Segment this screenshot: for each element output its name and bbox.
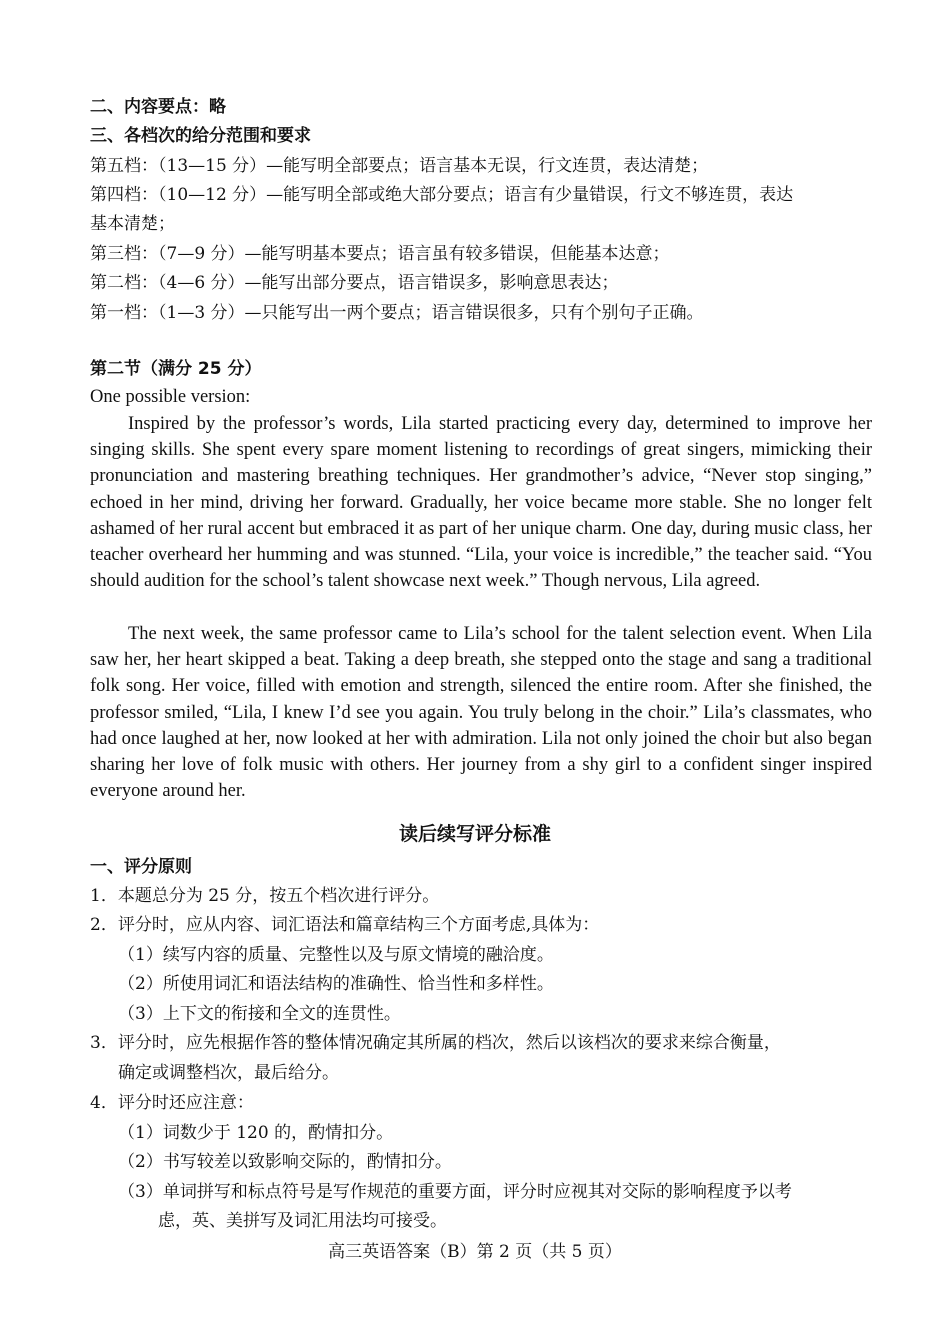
rubric-item-4-sub1: （1）词数少于 120 的，酌情扣分。 xyxy=(118,1123,394,1143)
section2-heading-score: 25 xyxy=(197,359,222,379)
content-points-heading: 二、内容要点：略 xyxy=(90,97,226,117)
section2-heading-suffix: 分） xyxy=(227,359,262,379)
grade3-line: 第三档：（7—9 分）—能写明基本要点；语言虽有较多错误，但能基本达意； xyxy=(90,244,670,264)
grade1-line: 第一档：（1—3 分）—只能写出一两个要点；语言错误很多，只有个别句子正确。 xyxy=(90,303,704,323)
grade5-line: 第五档：（13—15 分）—能写明全部要点；语言基本无误，行文连贯，表达清楚； xyxy=(90,156,709,176)
section2-heading xyxy=(90,356,872,382)
rubric-item-4-sub3-line1: （3）单词拼写和标点符号是写作规范的重要方面，评分时应视其对交际的影响程度予以考 xyxy=(118,1182,792,1202)
rubric-item-2-sub1: （1）续写内容的质量、完整性以及与原文情境的融洽度。 xyxy=(118,945,554,965)
section2-heading-prefix: 第二节（满分 xyxy=(90,359,192,379)
rubric-item-4-sub3-line2: 虑，英、美拼写及词汇用法均可接受。 xyxy=(158,1211,447,1231)
rubric-item-2: 2．评分时，应从内容、词汇语法和篇章结构三个方面考虑,具体为： xyxy=(90,915,600,935)
principles-heading: 一、评分原则 xyxy=(90,857,192,877)
rubric-title: 读后续写评分标准 xyxy=(398,823,551,845)
grade2-line: 第二档：（4—6 分）—能写出部分要点，语言错误多，影响意思表达； xyxy=(90,273,619,293)
grade4-line2: 基本清楚； xyxy=(90,214,175,234)
rubric-item-2-sub3: （3）上下文的衔接和全文的连贯性。 xyxy=(118,1004,401,1024)
rubric-item-2-sub2: （2）所使用词汇和语法结构的准确性、恰当性和多样性。 xyxy=(118,974,554,994)
rubric-item-1: 1．本题总分为 25 分，按五个档次进行评分。 xyxy=(90,886,440,906)
rubric-item-4-sub2: （2）书写较差以致影响交际的，酌情扣分。 xyxy=(118,1152,452,1172)
grade-ranges-heading: 三、各档次的给分范围和要求 xyxy=(90,126,311,146)
grade4-line1: 第四档：（10—12 分）—能写明全部或绝大部分要点；语言有少量错误，行文不够连贯，表达 xyxy=(90,185,794,205)
essay-paragraph-1: Inspired by the professor’s words, Lila started practicing every day, determined to improve her singing skills. She spent every spare moment listening to recordings of great singers, mimicking their pronunciation and mastering breathing techniques. Her grandmother’s advice, “Never stop singing,” echoed in her mind, driving her forward. Gradually, her voice became more stable. She no longer felt ashamed of her rural accent but embraced it as part of her unique charm. One day, during music class, her teacher overheard her humming and was stunned. “Lila, your voice is incredible,” the teacher said. “You should audition for the school’s talent showcase next week.” Though nervous, Lila agreed. xyxy=(90,414,872,592)
essay-paragraph-2: The next week, the same professor came to Lila’s school for the talent selection event. When Lila saw her, her heart skipped a beat. Taking a deep breath, she stepped onto the stage and sang a traditional folk song. Her voice, filled with emotion and strength, silenced the entire room. After she finished, the professor smiled, “Lila, I knew I’d see you again. You truly belong in the choir.” Lila’s classmates, who had once laughed at her, now looked at her with admiration. Lila not only joined the choir but also began sharing her love of folk music with others. Her journey from a shy girl to a confident singer inspired everyone around her. xyxy=(90,624,872,802)
page-footer: 高三英语答案（B）第 2 页（共 5 页） xyxy=(328,1242,622,1262)
rubric-item-4: 4．评分时还应注意： xyxy=(90,1093,254,1113)
rubric-item-3-line2: 确定或调整档次，最后给分。 xyxy=(118,1063,339,1083)
version-label: One possible version: xyxy=(90,387,251,407)
rubric-item-3-line1: 3．评分时，应先根据作答的整体情况确定其所属的档次，然后以该档次的要求来综合衡量， xyxy=(90,1033,781,1053)
